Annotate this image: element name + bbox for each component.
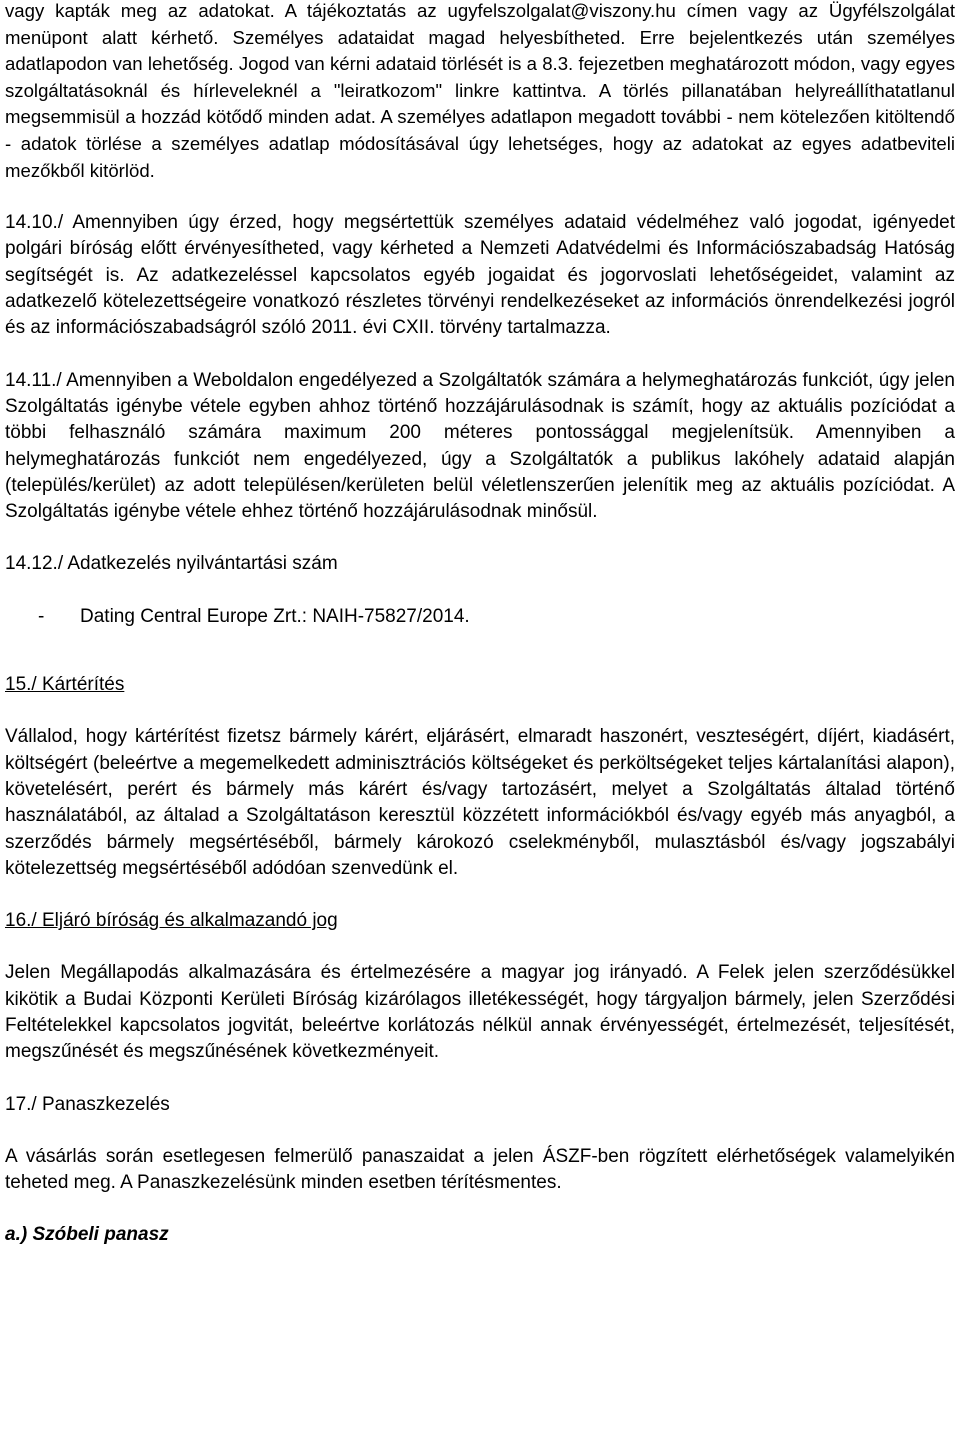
- heading-a: a.) Szóbeli panasz: [5, 1224, 169, 1246]
- paragraph-14-11: 14.11./ Amennyiben a Weboldalon engedélyezed a Szolgáltatók számára a helymeghatározás funkciót, úgy jelen Szolgáltatás igénybe vétele egyben ahhoz történő hozzájárulásodnak is számít, hogy az aktuális pozíciódat a többi felhasználó számára maximum 200 méteres pontossággal megjelenítsük. Amennyiben a helymeghatározás funkciót nem engedélyezed, úgy a Szolgáltatók a publikus lakóhely adataid alapján (település/kerület) az adott településen/kerületen belül véletlenszerűen jelenítik meg az aktuális pozíciódat. A Szolgáltatás igénybe vétele ehhez történő hozzájárulásodnak minősül.: [5, 369, 955, 523]
- heading-17: 17./ Panaszkezelés: [5, 1093, 170, 1115]
- paragraph-14-12: 14.12./ Adatkezelés nyilvántartási szám: [5, 553, 338, 575]
- paragraph-intro: vagy kapták meg az adatokat. A tájékoztatás az ugyfelszolgalat@viszony.hu címen vagy az Ügyfélszolgálat menüpont alatt kérhető. Személyes adataidat magad helyesbítheted. Erre bejelentkezés után személyes adatlapodon van lehetőség. Jogod van kérni adataid törlését is a 8.3. fejezetben meghatározott módon, vagy egyes szolgáltatásoknál és hírleveleknél a "leiratkozom" linkre kattintva. A törlés pillanatában helyreállíthatatlanul megsemmisül a hozzád kötődő minden adat. A személyes adatlapon megadott további - nem kötelezően kitöltendő - adatok törlése a személyes adatlap módosításával úgy lehetséges, hogy az adatokat az egyes adatbeviteli mezőkből kitörlöd.: [5, 0, 955, 181]
- document-page: [5, 0, 955, 1249]
- heading-15: 15./ Kártérítés: [5, 674, 125, 696]
- list-item: [5, 604, 955, 630]
- bullet-dash: -: [38, 605, 45, 627]
- paragraph-14-10: 14.10./ Amennyiben úgy érzed, hogy megsértettük személyes adataid védelméhez való jogodat, igényedet polgári bíróság előtt érvényesítheted, vagy kérheted a Nemzeti Adatvédelmi és Információszabadság Hatóság segítségét is. Az adatkezeléssel kapcsolatos egyéb jogaidat és jogorvoslati lehetőségeidet, valamint az adatkezelő kötelezettségeire vonatkozó részletes törvényi rendelkezéseket az információs önrendelkezési jogról és az információszabadságról szóló 2011. évi CXII. törvény tartalmazza.: [5, 212, 955, 339]
- paragraph-15: Vállalod, hogy kártérítést fizetsz bármely kárért, eljárásért, elmaradt haszonért, veszteségért, díjért, kiadásért, költségért (beleértve a megemelkedett adminisztrációs költségeket és perköltségeket teljes kártalanítási alapon), követelésért, perért és bármely más kárért és/vagy tartozásért, melyet a Szolgáltatás általad történő használatából, az általad a Szolgáltatáson keresztül közzétett információkból és/vagy egyéb más anyagból, a szerződés bármely megsértéséből, bármely károkozó cselekményből, mulasztásból és/vagy jogszabályi kötelezettség megsértéséből adódóan szenvedünk el.: [5, 726, 955, 879]
- heading-16: 16./ Eljáró bíróság és alkalmazandó jog: [5, 910, 338, 932]
- paragraph-16: Jelen Megállapodás alkalmazására és értelmezésére a magyar jog irányadó. A Felek jelen szerződésükkel kikötik a Budai Központi Kerületi Bíróság kizárólagos illetékességét, hogy tárgyaljon bármely, jelen Szerződési Feltételekkel kapcsolatos jogvitát, beleértve korlátozás nélkül annak érvényességét, értelmezését, teljesítését, megszűnését és megszűnésének következményeit.: [5, 962, 955, 1063]
- paragraph-17: A vásárlás során esetlegesen felmerülő panaszaidat a jelen ÁSZF-ben rögzített elérhetőségek valamelyikén teheted meg. A Panaszkezelésünk minden esetben térítésmentes.: [5, 1145, 955, 1194]
- registration-number: Dating Central Europe Zrt.: NAIH-75827/2014.: [80, 605, 470, 627]
